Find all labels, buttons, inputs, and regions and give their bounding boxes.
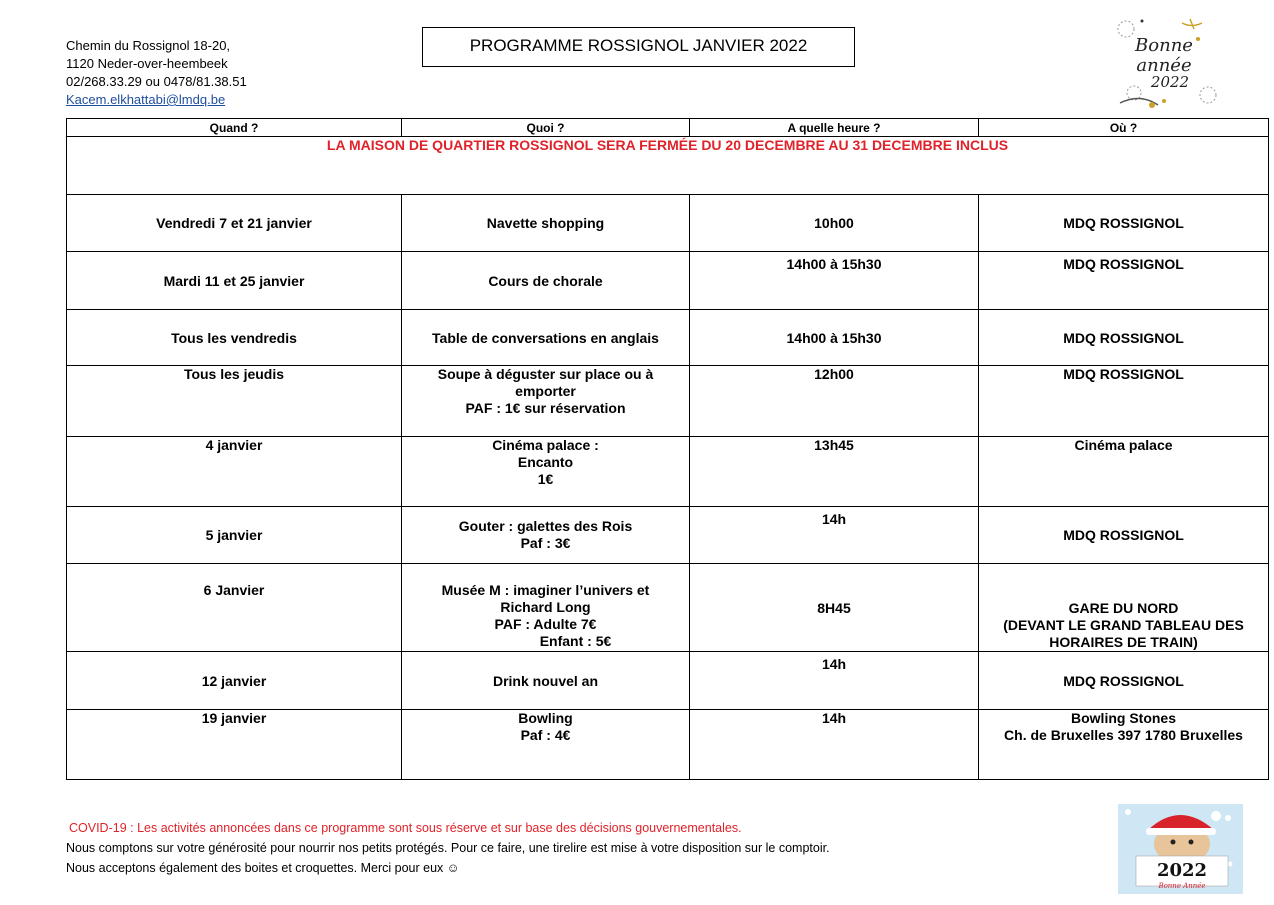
header-time: A quelle heure ? <box>690 119 979 137</box>
address-phone: 02/268.33.29 ou 0478/81.38.51 <box>66 74 247 89</box>
cell-time: 14h00 à 15h30 <box>690 252 979 310</box>
closure-notice-row <box>67 137 1269 195</box>
covid-notice: COVID-19 : Les activités annoncées dans ce programme sont sous réserve et sur base des décisions gouvernementales. <box>69 821 742 835</box>
cell-when: Mardi 11 et 25 janvier <box>67 252 402 310</box>
header-when: Quand ? <box>67 119 402 137</box>
cell-time: 8H45 <box>690 564 979 652</box>
header-where: Où ? <box>979 119 1269 137</box>
cell-time: 14h <box>690 507 979 564</box>
cell-what: Navette shopping <box>402 195 690 252</box>
address-block <box>66 37 247 109</box>
svg-text:2022: 2022 <box>1150 73 1190 91</box>
email-link[interactable]: Kacem.elkhattabi@lmdq.be <box>66 92 226 107</box>
cell-what: Soupe à déguster sur place ou à emporter PAF : 1€ sur réservation <box>402 366 690 437</box>
cell-where: MDQ ROSSIGNOL <box>979 507 1269 564</box>
header-what: Quoi ? <box>402 119 690 137</box>
cell-where: Cinéma palace <box>979 437 1269 507</box>
svg-text:année: année <box>1136 55 1192 76</box>
donation-note-2: Nous acceptons également des boites et croquettes. Merci pour eux ☺ <box>66 861 460 875</box>
cell-time: 14h <box>690 652 979 710</box>
cell-where: Bowling Stones Ch. de Bruxelles 397 1780 Bruxelles <box>979 710 1269 780</box>
cell-what: Gouter : galettes des Rois Paf : 3€ <box>402 507 690 564</box>
cell-what: Bowling Paf : 4€ <box>402 710 690 780</box>
table-row <box>67 710 1269 780</box>
donation-note: Nous comptons sur votre générosité pour nourrir nos petits protégés. Pour ce faire, une tirelire est mise à votre disposition sur le comptoir. <box>66 841 830 855</box>
table-row <box>67 564 1269 652</box>
footer-notes <box>66 818 830 878</box>
svg-text:Bonne Année: Bonne Année <box>1158 882 1206 890</box>
cell-what: Cinéma palace : Encanto 1€ <box>402 437 690 507</box>
bonne-annee-2022-logo <box>1118 804 1243 894</box>
cell-time: 14h00 à 15h30 <box>690 310 979 366</box>
table-row <box>67 252 1269 310</box>
page-title: PROGRAMME ROSSIGNOL JANVIER 2022 <box>422 27 855 67</box>
program-table <box>66 118 1269 780</box>
cell-when: Vendredi 7 et 21 janvier <box>67 195 402 252</box>
cell-when: Tous les vendredis <box>67 310 402 366</box>
svg-text:2022: 2022 <box>1156 860 1208 881</box>
table-row <box>67 507 1269 564</box>
table-row <box>67 366 1269 437</box>
cell-when: 19 janvier <box>67 710 402 780</box>
closure-notice: LA MAISON DE QUARTIER ROSSIGNOL SERA FERMÉE DU 20 DECEMBRE AU 31 DECEMBRE INCLUS <box>67 137 1269 195</box>
cell-time: 12h00 <box>690 366 979 437</box>
cell-when: 4 janvier <box>67 437 402 507</box>
cell-time: 13h45 <box>690 437 979 507</box>
bonne-annee-logo <box>1112 15 1222 115</box>
cell-what: Table de conversations en anglais <box>402 310 690 366</box>
cell-what: Cours de chorale <box>402 252 690 310</box>
cell-when: Tous les jeudis <box>67 366 402 437</box>
svg-text:Bonne: Bonne <box>1135 35 1193 56</box>
cell-where: MDQ ROSSIGNOL <box>979 252 1269 310</box>
cell-what: Drink nouvel an <box>402 652 690 710</box>
cell-where: MDQ ROSSIGNOL <box>979 195 1269 252</box>
cell-where: GARE DU NORD (DEVANT LE GRAND TABLEAU DES HORAIRES DE TRAIN) <box>979 564 1269 652</box>
table-header-row <box>67 119 1269 137</box>
cell-when: 12 janvier <box>67 652 402 710</box>
address-street: Chemin du Rossignol 18-20, <box>66 38 231 53</box>
cell-time: 14h <box>690 710 979 780</box>
table-row <box>67 652 1269 710</box>
address-city: 1120 Neder-over-heembeek <box>66 56 228 71</box>
cell-what: Musée M : imaginer l’univers et Richard Long PAF : Adulte 7€ Enfant : 5€ <box>402 564 690 652</box>
cell-where: MDQ ROSSIGNOL <box>979 310 1269 366</box>
table-row <box>67 310 1269 366</box>
cell-time: 10h00 <box>690 195 979 252</box>
cell-where: MDQ ROSSIGNOL <box>979 366 1269 437</box>
table-row <box>67 437 1269 507</box>
cell-when: 6 Janvier <box>67 564 402 652</box>
cell-where: MDQ ROSSIGNOL <box>979 652 1269 710</box>
table-row <box>67 195 1269 252</box>
cell-when: 5 janvier <box>67 507 402 564</box>
